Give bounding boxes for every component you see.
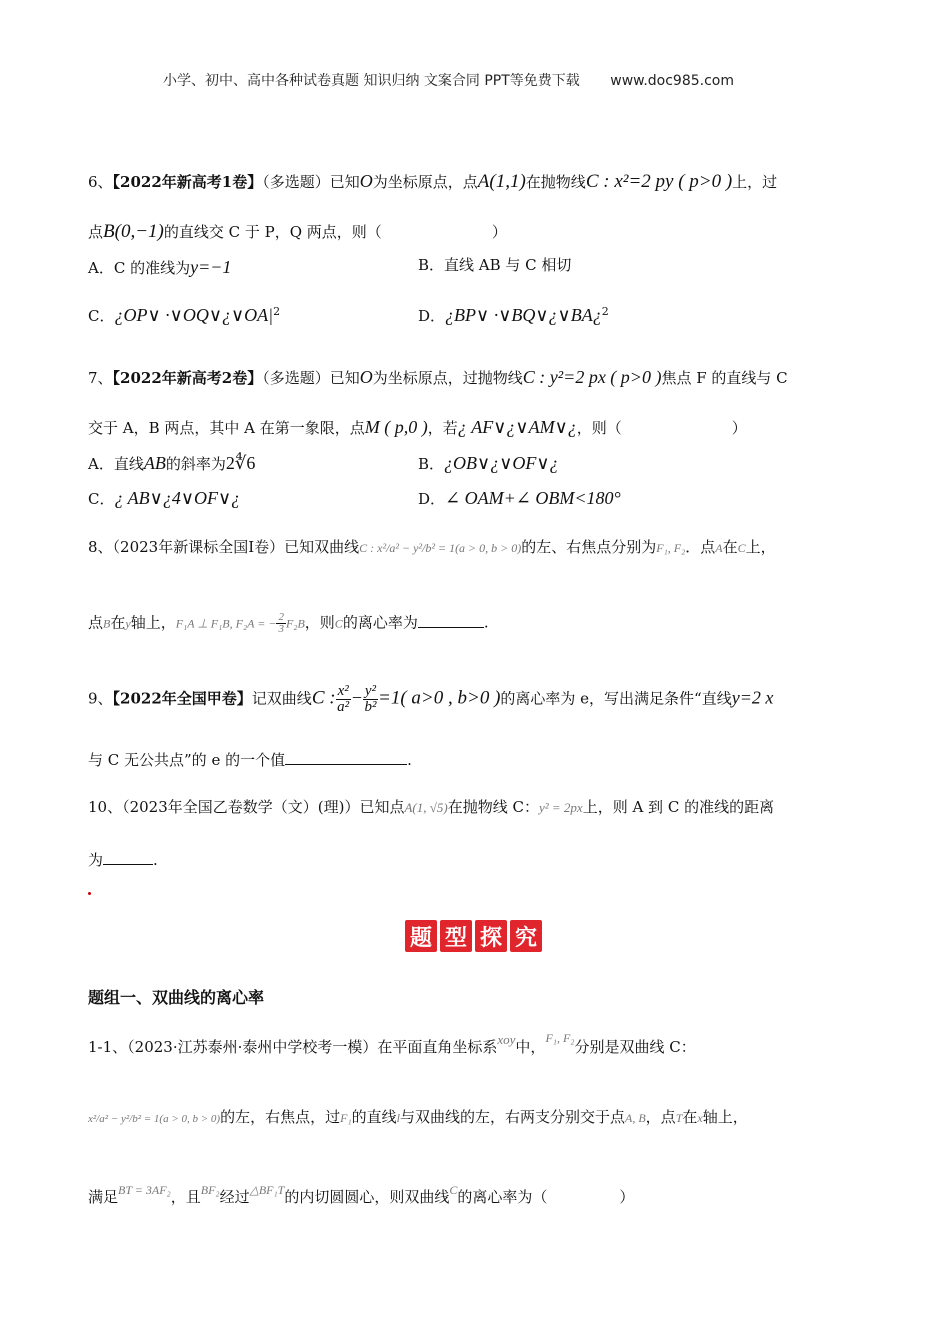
q6-parabola: C : x²=2 py ( p>0 ) bbox=[585, 171, 733, 192]
q6-point-a: A(1,1) bbox=[477, 171, 526, 192]
q8-line1: 8、（2023年新课标全国Ⅰ卷）已知双曲线C : x²/a² − y²/b² = 1(a > 0, b > 0)的左、右焦点分别为F₁, F₂．点A在C上， bbox=[88, 538, 776, 556]
q11-line1: 1-1、（2023·江苏泰州·泰州中学校考一模）在平面直角坐标系xoy中，$^{F_1, F_2}$分别是双曲线 C： bbox=[88, 1031, 696, 1056]
q7-parabola: C : y²=2 px ( p>0 ) bbox=[522, 367, 662, 387]
section-banner bbox=[405, 920, 542, 952]
q6-option-a[interactable]: A．C 的准线为y=−1 bbox=[88, 257, 232, 277]
q7-option-c[interactable]: C．¿ AB∨¿4∨OF∨¿ bbox=[88, 488, 241, 508]
q9-line2: 与 C 无公共点”的 e 的一个值 . bbox=[88, 751, 412, 769]
section-title: 题组一、双曲线的离心率 bbox=[88, 988, 265, 1007]
q11-line3: 满足$^{BT = 3AF_2}$，且$^{BF_2}$经过$^{\triangle BF_1T}$的内切圆圆心，则双曲线$^C$的离心率为（ ） bbox=[88, 1183, 635, 1206]
q9-answer-blank[interactable] bbox=[285, 752, 407, 765]
q11-hyperbola: x²/a² − y²/b² = 1(a > 0, b > 0) bbox=[88, 1113, 221, 1125]
q7-option-d[interactable]: D．∠ OAM+∠ OBM<180° bbox=[418, 488, 621, 508]
q7-option-a[interactable]: A．直线AB的斜率为2∜6 bbox=[88, 453, 256, 473]
banner-char-2: 型 bbox=[440, 920, 472, 952]
header-site: www.doc985.com bbox=[610, 73, 734, 89]
q8-line2: 点B在y轴上，F₁A ⊥ F₁B, F₂A = − $\frac{2}{3}$ F₂B，则C的离心率为 . bbox=[88, 611, 489, 635]
q6-option-b[interactable]: B．直线 AB 与 C 相切 bbox=[418, 256, 572, 274]
q8-answer-blank[interactable] bbox=[418, 615, 484, 628]
q10-line1: 10、（2023年全国乙卷数学（文）(理)）已知点A(1, √5)在抛物线 C：y² = 2px上，则 A 到 C 的准线的距离 bbox=[88, 798, 775, 816]
q6-option-d[interactable]: D．¿BP∨ ·∨BQ∨¿∨BA¿$^2$ bbox=[418, 305, 609, 325]
q10-line2: 为 . bbox=[88, 851, 158, 869]
q7-option-b[interactable]: B．¿OB∨¿∨OF∨¿ bbox=[418, 453, 559, 473]
banner-char-1: 题 bbox=[405, 920, 437, 952]
q6-line2: 点B(0,−1)的直线交 C 于 P，Q 两点，则（ ） bbox=[88, 221, 507, 242]
page-header bbox=[163, 70, 734, 90]
q6-point-b: B(0,−1) bbox=[103, 221, 164, 242]
q7-line2: 交于 A，B 两点，其中 A 在第一象限，点M ( p,0 )，若¿ AF∨¿∨AM∨¿，则（ ） bbox=[88, 417, 747, 437]
red-dot-mark bbox=[88, 892, 91, 895]
header-text: 小学、初中、高中各种试卷真题 知识归纳 文案合同 PPT等免费下载 bbox=[163, 73, 580, 89]
q6-line1: 6、【2022年新高考1卷】（多选题）已知O为坐标原点，点A(1,1)在抛物线C : x²=2 py ( p>0 )上，过 bbox=[88, 171, 778, 192]
banner-char-3: 探 bbox=[475, 920, 507, 952]
q10-answer-blank[interactable] bbox=[103, 852, 153, 865]
q8-hyperbola: C : x²/a² − y²/b² = 1(a > 0, b > 0) bbox=[359, 541, 522, 555]
banner-char-4: 究 bbox=[510, 920, 542, 952]
q6-option-c[interactable]: C．¿OP∨ $\cdot\vee OQ\vee¿\vee OA|^2$ bbox=[88, 305, 281, 325]
q9-line1: 9、【2022年全国甲卷】记双曲线C : $\frac{\text{x²}}{\text{a²}}$ − $\frac{\text{y²}}{\text{b²}}$ =1( a>0 , b>0 )的离心率为 e，写出满足条件“直线y=2 x bbox=[88, 683, 774, 715]
q7-line1: 7、【2022年新高考2卷】（多选题）已知O为坐标原点，过抛物线C : y²=2 px ( p>0 )焦点 F 的直线与 C bbox=[88, 367, 788, 387]
q11-line2: x²/a² − y²/b² = 1(a > 0, b > 0)的左，右焦点，过F₁的直线l与双曲线的左，右两支分别交于点A, B，点T在x轴上， bbox=[88, 1108, 748, 1126]
